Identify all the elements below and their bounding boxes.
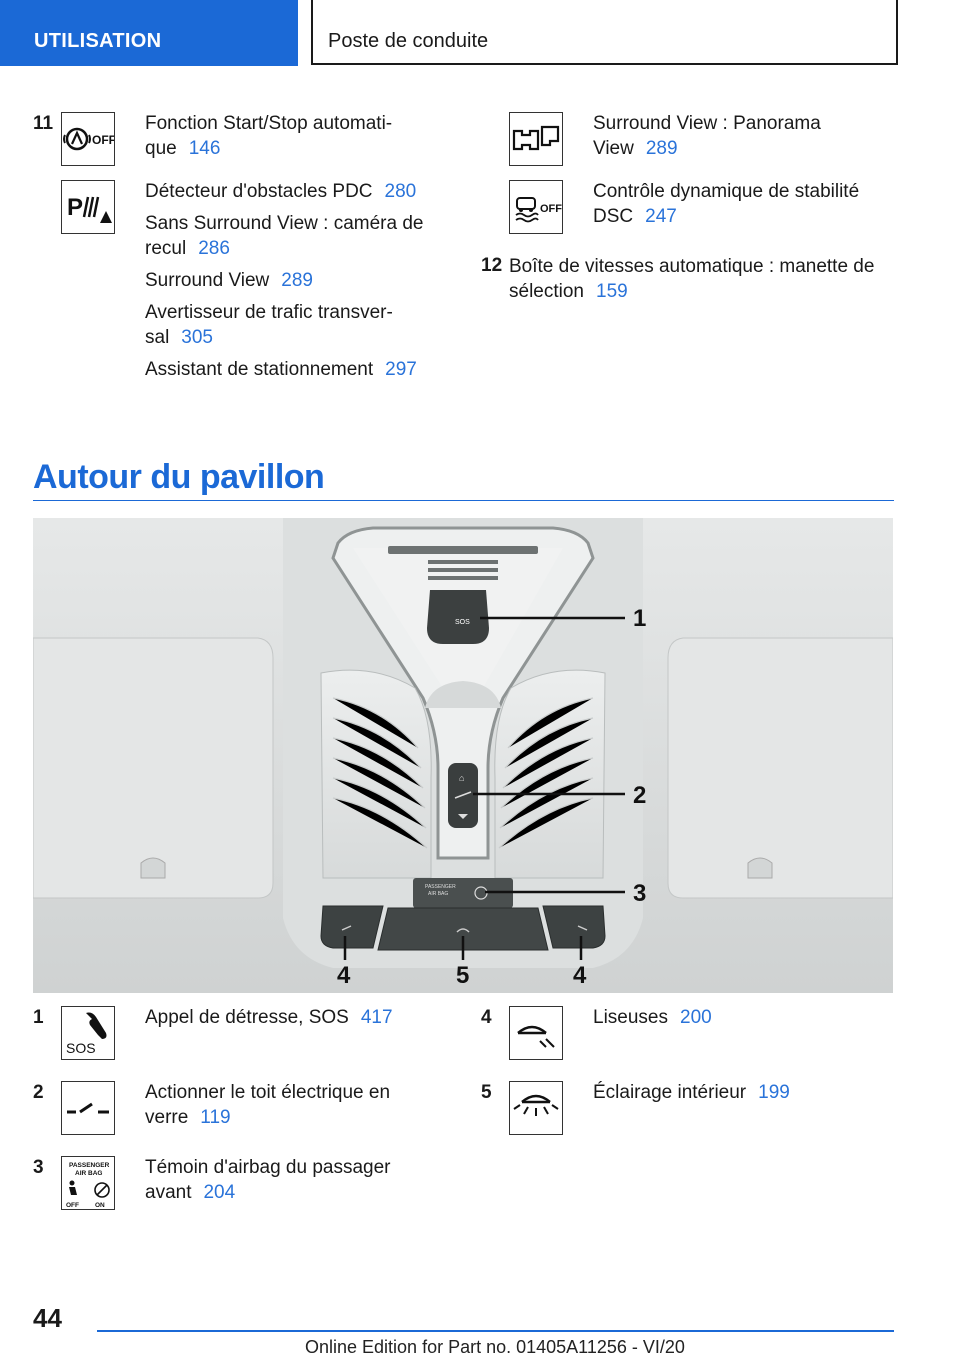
entry-number-12: 12	[481, 255, 503, 276]
reading-light-icon	[509, 1006, 563, 1060]
header-section-label: UTILISATION	[34, 30, 162, 52]
entry-text-cont: sélection	[509, 281, 584, 302]
entry-text-cont: recul	[145, 238, 187, 259]
page-ref-link[interactable]: 146	[188, 138, 221, 159]
entry-text-cont: sal	[145, 327, 170, 348]
footer-edition: Online Edition for Part no. 01405A11256 - VI/20	[305, 1337, 685, 1357]
page-ref-link[interactable]: 119	[200, 1107, 231, 1128]
legend-number: 2	[33, 1082, 44, 1103]
entry-text-cont: que	[145, 138, 177, 159]
header-title: Poste de conduite	[328, 30, 489, 52]
glass-roof-icon	[61, 1081, 115, 1135]
page-ref-link[interactable]: 417	[360, 1007, 393, 1028]
panorama-view-camera-icon	[509, 112, 563, 166]
legend-item-sos	[145, 1005, 445, 1030]
page-ref-link[interactable]: 199	[758, 1082, 790, 1103]
airbag-icon-text: PASSENGER	[69, 1162, 110, 1169]
entry-text: Assistant de stationnement	[145, 359, 374, 380]
svg-text:P: P	[67, 194, 84, 221]
entry-number-11: 11	[33, 113, 54, 134]
page-ref-link[interactable]: 289	[645, 138, 678, 159]
legend-text: Témoin d'airbag du passager	[145, 1157, 391, 1178]
legend-number: 4	[481, 1007, 492, 1028]
entry-panorama-view	[593, 111, 893, 161]
callout-label: 4	[573, 962, 587, 989]
airbag-icon-text: AIR BAG	[75, 1170, 103, 1177]
page-ref-link[interactable]: 289	[281, 270, 313, 291]
callout-label: 2	[633, 782, 647, 809]
entry-text: Contrôle dynamique de stabilité	[593, 181, 860, 202]
entry-text: Surround View : Panorama	[593, 113, 821, 134]
entry-text: Fonction Start/Stop automati-	[145, 113, 393, 134]
start-stop-off-icon	[61, 112, 115, 166]
pdc-parking-sensor-icon	[61, 180, 115, 234]
legend-item-glass-roof	[145, 1080, 445, 1130]
dsc-off-icon	[509, 180, 563, 234]
legend-number: 5	[481, 1082, 492, 1103]
entry-pdc-list	[145, 179, 445, 389]
legend-number: 1	[33, 1007, 44, 1028]
section-divider	[33, 500, 894, 501]
legend-text: Actionner le toit électrique en	[145, 1082, 391, 1103]
page-ref-link[interactable]: 200	[680, 1007, 712, 1028]
interior-light-icon	[509, 1081, 563, 1135]
header-title-box	[311, 0, 898, 65]
svg-text:⌂: ⌂	[459, 773, 465, 783]
page-ref-link[interactable]: 297	[385, 359, 417, 380]
page-ref-link[interactable]: 280	[384, 181, 417, 202]
entry-start-stop	[145, 111, 445, 161]
page-ref-link[interactable]: 247	[645, 206, 677, 227]
page-ref-link[interactable]: 159	[596, 281, 628, 302]
page-ref-link[interactable]: 286	[198, 238, 230, 259]
callout-label: 5	[456, 962, 470, 989]
page-ref-link[interactable]: 204	[203, 1182, 236, 1203]
entry-dsc	[593, 179, 893, 229]
legend-item-interior-light	[593, 1080, 893, 1105]
entry-text: Avertisseur de trafic transver-	[145, 302, 393, 323]
legend-text-cont: verre	[145, 1107, 189, 1128]
entry-text: Sans Surround View : caméra de	[145, 213, 424, 234]
legend-text: Liseuses	[593, 1007, 668, 1028]
airbag-icon-text: ON	[95, 1202, 105, 1209]
footer-divider	[97, 1330, 894, 1332]
legend-text: Éclairage intérieur	[593, 1082, 747, 1103]
header-section-tab	[0, 0, 298, 66]
entry-text: Détecteur d'obstacles PDC	[145, 181, 373, 202]
legend-item-reading-lights	[593, 1005, 893, 1030]
page-ref-link[interactable]: 305	[181, 327, 213, 348]
page-number: 44	[33, 1303, 62, 1333]
sos-button-text: SOS	[455, 619, 470, 626]
overhead-console-photo	[33, 518, 893, 993]
svg-text:OFF: OFF	[92, 133, 114, 147]
callout-label: 4	[337, 962, 351, 989]
sos-icon-text: SOS	[66, 1040, 96, 1056]
airbag-icon-text: OFF	[66, 1202, 79, 1209]
section-title: Autour du pavillon	[33, 458, 325, 496]
entry-text: Boîte de vitesses automatique : manette de	[509, 256, 875, 277]
entry-text-cont: DSC	[593, 206, 634, 227]
passenger-airbag-icon	[61, 1156, 115, 1210]
legend-text: Appel de détresse, SOS	[145, 1007, 349, 1028]
entry-gear-selector	[509, 254, 894, 304]
callout-label: 1	[633, 605, 647, 632]
legend-item-airbag	[145, 1155, 445, 1205]
entry-text: Surround View	[145, 270, 270, 291]
callout-label: 3	[633, 880, 647, 907]
svg-text:OFF: OFF	[540, 203, 562, 215]
sos-call-icon	[61, 1006, 115, 1060]
legend-number: 3	[33, 1157, 44, 1178]
legend-text-cont: avant	[145, 1182, 192, 1203]
airbag-strip-text: PASSENGER	[425, 884, 456, 890]
airbag-strip-text: AIR BAG	[428, 891, 449, 897]
entry-text-cont: View	[593, 138, 634, 159]
